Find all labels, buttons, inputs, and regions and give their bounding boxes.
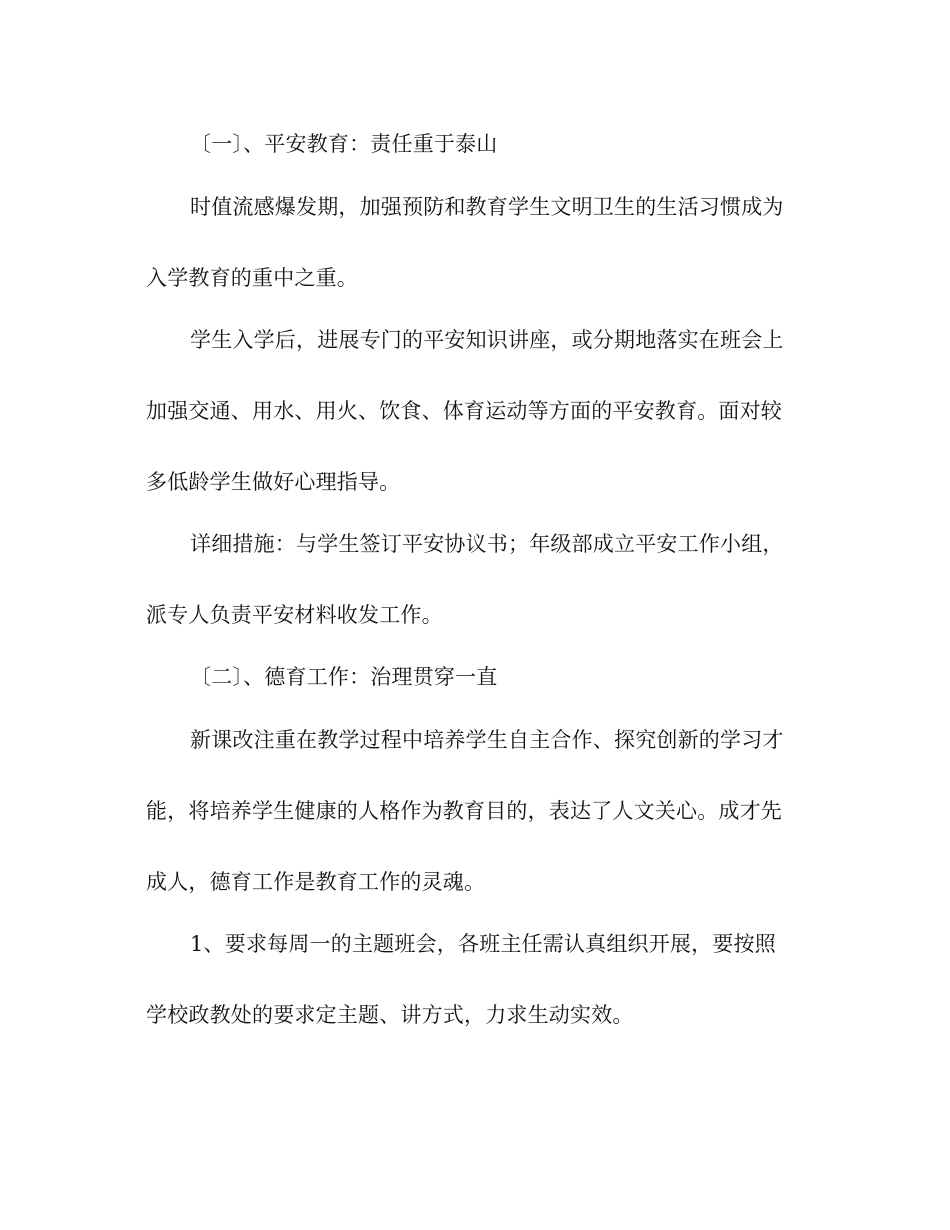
paragraph-line: 派专人负责平安材料收发工作。 [146, 603, 443, 627]
paragraph-line: 时值流感爆发期，加强预防和教育学生文明卫生的生活习惯成为 [190, 195, 784, 219]
paragraph-line: 入学教育的重中之重。 [146, 266, 358, 290]
paragraph-line: 能，将培养学生健康的人格作为教育目的，表达了人文关心。成才先 [146, 799, 782, 823]
section-heading-safety: 〔一〕、平安教育：责任重于泰山 [190, 132, 498, 156]
paragraph-line: 学生入学后，进展专门的平安知识讲座，或分期地落实在班会上 [190, 328, 784, 352]
paragraph-line: 新课改注重在教学过程中培养学生自主合作、探究创新的学习才 [190, 728, 784, 752]
paragraph-line: 1、要求每周一的主题班会，各班主任需认真组织开展，要按照 [190, 932, 776, 956]
paragraph-line: 多低龄学生做好心理指导。 [146, 470, 401, 494]
section-heading-moral: 〔二〕、德育工作：治理贯穿一直 [190, 665, 498, 689]
paragraph-line: 成人，德育工作是教育工作的灵魂。 [146, 870, 486, 894]
paragraph-line: 详细措施：与学生签订平安协议书；年级部成立平安工作小组， [190, 532, 784, 556]
paragraph-line: 加强交通、用水、用火、饮食、体育运动等方面的平安教育。面对较 [146, 399, 782, 423]
paragraph-line: 学校政教处的要求定主题、讲方式，力求生动实效。 [146, 1003, 634, 1027]
